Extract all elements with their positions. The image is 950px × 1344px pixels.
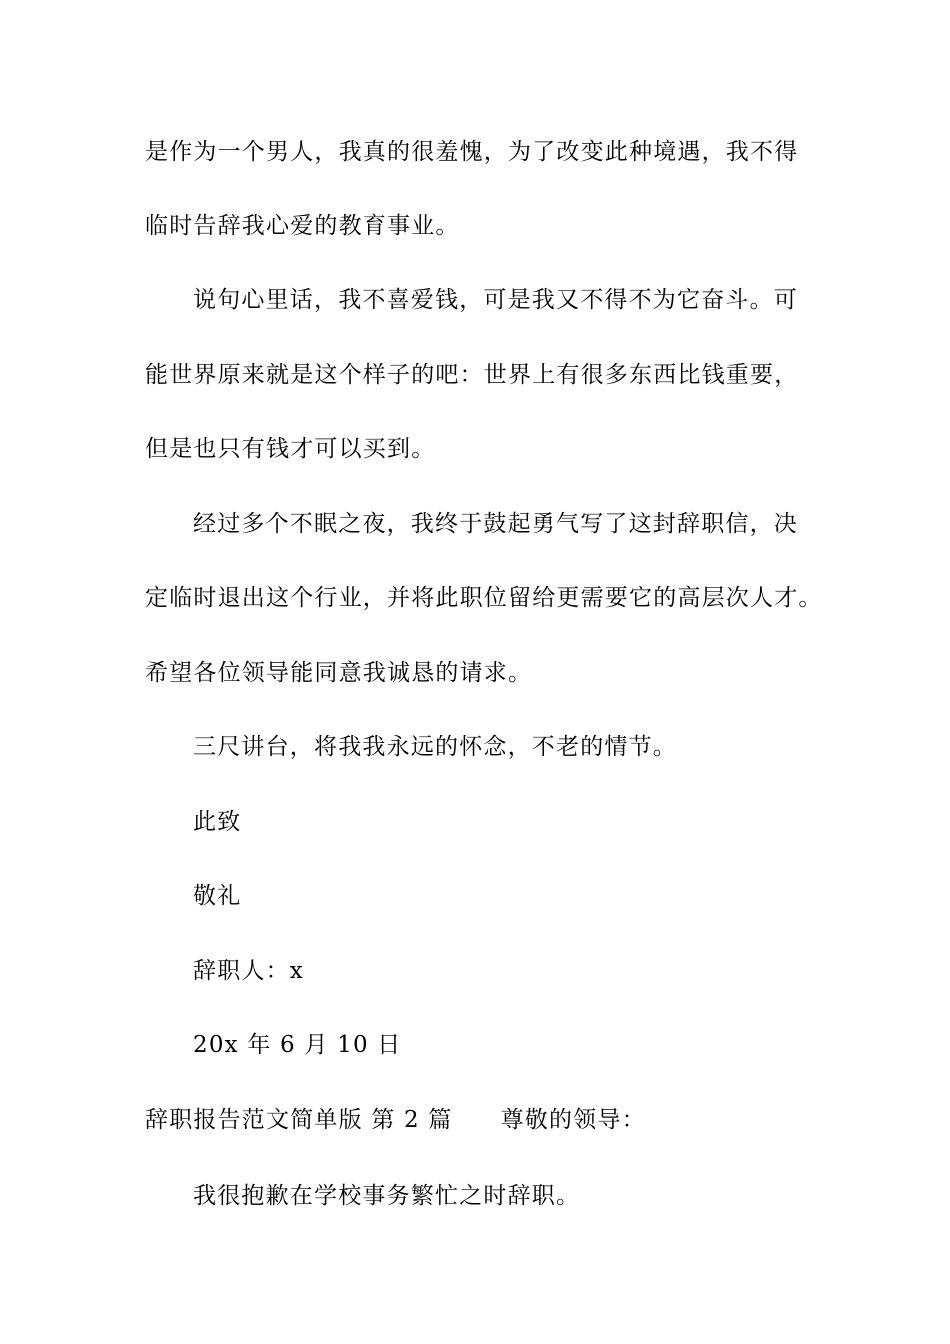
next-article-greeting: 尊敬的领导： [500,1107,646,1133]
paragraph-line: 我很抱歉在学校事务繁忙之时辞职。 [193,1183,581,1209]
paragraph-line: 但是也只有钱才可以买到。 [145,436,436,462]
next-article-title: 辞职报告范文简单版 第 2 篇 [145,1107,453,1133]
signature: 辞职人：x [193,958,304,984]
paragraph-line: 三尺讲台，将我我永远的怀念，不老的情节。 [193,734,677,760]
paragraph-line: 经过多个不眠之夜，我终于鼓起勇气写了这封辞职信，决 [193,511,798,537]
paragraph-line: 定临时退出这个行业，并将此职位留给更需要它的高层次人才。 [145,585,823,611]
next-article-heading [145,1105,825,1135]
closing-salute: 此致 [193,809,242,835]
paragraph-line: 希望各位领导能同意我诚恳的请求。 [145,660,533,686]
paragraph-line: 是作为一个男人，我真的很羞愧，为了改变此种境遇，我不得 [145,139,799,165]
paragraph-line: 临时告辞我心爱的教育事业。 [145,213,460,239]
closing-regards: 敬礼 [193,883,242,909]
letter-date: 20x 年 6 月 10 日 [193,1032,402,1058]
paragraph-line: 能世界原来就是这个样子的吧：世界上有很多东西比钱重要， [145,362,799,388]
paragraph-line: 说句心里话，我不喜爱钱，可是我又不得不为它奋斗。可 [193,287,798,313]
